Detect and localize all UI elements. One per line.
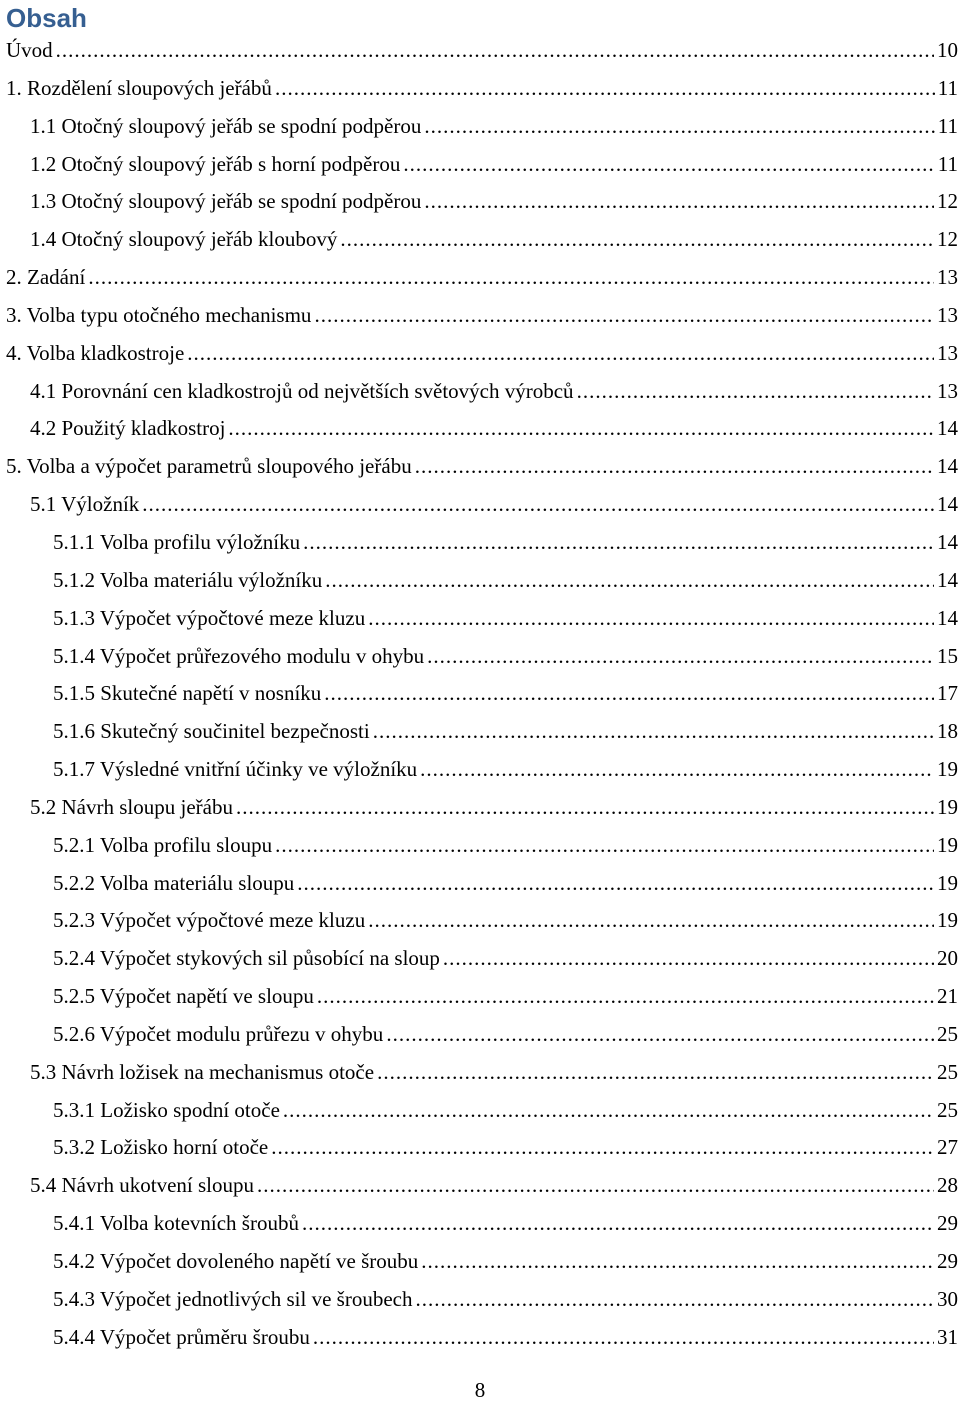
dot-leader <box>403 146 934 184</box>
toc-entry-page: 12 <box>937 189 958 214</box>
toc-entry-page: 13 <box>937 302 958 327</box>
dot-leader <box>142 486 934 524</box>
dot-leader <box>88 259 934 297</box>
toc-entry-page: 20 <box>937 946 958 971</box>
dot-leader <box>421 1243 934 1281</box>
toc-entry-page: 29 <box>937 1211 958 1236</box>
toc-entry[interactable] <box>0 789 960 827</box>
toc-entry[interactable] <box>0 486 960 524</box>
page-number: 8 <box>474 1378 486 1402</box>
dot-leader <box>377 1054 934 1092</box>
toc-entry-page: 29 <box>937 1249 958 1273</box>
toc-entry[interactable] <box>0 562 960 600</box>
toc-entry-page: 28 <box>937 1173 958 1198</box>
toc-entry-page: 11 <box>937 113 958 138</box>
toc-entry-label: 5.2.1 Volba profilu sloupu <box>53 832 273 857</box>
toc-entry-label: 4.1 Porovnání cen kladkostrojů od největších světových výrobců <box>30 378 574 403</box>
page-title: Obsah <box>6 3 87 33</box>
toc-entry[interactable] <box>0 675 960 713</box>
toc-entry[interactable] <box>0 978 960 1016</box>
toc-entry-label: Úvod <box>6 38 53 62</box>
toc-entry-label: 5.1.5 Skutečné napětí v nosníku <box>53 681 322 706</box>
toc-entry[interactable] <box>0 373 960 411</box>
toc-entry[interactable] <box>0 940 960 978</box>
toc-entry-page: 25 <box>937 1021 958 1046</box>
toc-entry[interactable] <box>0 902 960 940</box>
toc-entry-page: 14 <box>937 605 958 630</box>
toc-entry-page: 13 <box>937 340 958 365</box>
dot-leader <box>314 297 934 335</box>
toc-entry-label: 5.2 Návrh sloupu jeřábu <box>30 794 233 819</box>
toc-entry-label: 5.4.4 Výpočet průměru šroubu <box>53 1324 310 1349</box>
toc-entry-page: 25 <box>937 1097 958 1122</box>
toc-entry-page: 25 <box>937 1059 958 1084</box>
dot-leader <box>271 1129 934 1167</box>
toc-entry-page: 11 <box>937 75 958 100</box>
toc-entry-page: 14 <box>937 416 958 441</box>
toc-entry[interactable] <box>0 1205 960 1243</box>
toc-entry-page: 14 <box>937 492 958 517</box>
toc-entry[interactable] <box>0 827 960 865</box>
dot-leader <box>368 600 934 638</box>
toc-entry-page: 19 <box>937 908 958 933</box>
toc-entry[interactable] <box>0 713 960 751</box>
toc-entry-page: 14 <box>937 567 958 592</box>
dot-leader <box>415 448 934 486</box>
toc-entry[interactable] <box>0 751 960 789</box>
toc-entry-page: 13 <box>937 265 958 290</box>
toc-entry[interactable] <box>0 524 960 562</box>
dot-leader <box>257 1167 934 1205</box>
dot-leader <box>313 1319 934 1357</box>
toc-entry[interactable] <box>0 1319 960 1357</box>
toc-entry-label: 1.4 Otočný sloupový jeřáb kloubový <box>30 227 338 252</box>
dot-leader <box>420 751 934 789</box>
dot-leader <box>302 1205 934 1243</box>
dot-leader <box>324 675 934 713</box>
toc-entry-label: 1.3 Otočný sloupový jeřáb se spodní podpěrou <box>30 189 422 214</box>
dot-leader <box>325 562 934 600</box>
dot-leader <box>275 70 935 108</box>
toc-entry-label: 5.3.2 Ložisko horní otoče <box>53 1135 269 1160</box>
toc-entry-page: 11 <box>937 151 958 176</box>
toc-entry[interactable] <box>0 259 960 297</box>
toc-entry-page: 12 <box>937 227 958 252</box>
toc-entry-label: 5.1.3 Výpočet výpočtové meze kluzu <box>53 605 366 630</box>
toc-entry-page: 13 <box>937 378 958 403</box>
toc-entry[interactable] <box>0 638 960 676</box>
toc-entry-label: 5.3 Návrh ložisek na mechanismus otoče <box>30 1059 375 1084</box>
dot-leader <box>303 524 934 562</box>
toc-entry-page: 17 <box>937 681 958 706</box>
toc-entry-page: 31 <box>937 1324 958 1349</box>
toc-entry[interactable] <box>0 865 960 903</box>
toc-entry-label: 5.1.1 Volba profilu výložníku <box>53 529 301 554</box>
toc-entry-label: 2. Zadání <box>6 265 86 290</box>
toc-entry-label: 3. Volba typu otočného mechanismu <box>6 302 312 327</box>
toc-entry-label: 1.2 Otočný sloupový jeřáb s horní podpěrou <box>30 151 401 176</box>
dot-leader <box>236 789 934 827</box>
toc-entry-page: 10 <box>937 38 958 62</box>
toc-entry-label: 5. Volba a výpočet parametrů sloupového jeřábu <box>6 454 412 479</box>
toc-entry[interactable] <box>0 183 960 221</box>
dot-leader <box>56 32 934 70</box>
toc-entry-page: 27 <box>937 1135 958 1160</box>
toc-entry-page: 19 <box>937 832 958 857</box>
toc-entry[interactable] <box>0 221 960 259</box>
toc-entry-label: 5.1.4 Výpočet průřezového modulu v ohybu <box>53 643 425 668</box>
toc-entry[interactable] <box>0 335 960 373</box>
toc-entry-label: 4.2 Použitý kladkostroj <box>30 416 226 441</box>
toc-entry-page: 19 <box>937 794 958 819</box>
toc-entry-page: 15 <box>937 643 958 668</box>
dot-leader <box>386 1016 934 1054</box>
toc-entry[interactable] <box>0 1016 960 1054</box>
toc-entry-label: 5.2.2 Volba materiálu sloupu <box>53 870 295 895</box>
dot-leader <box>283 1092 934 1130</box>
toc-entry-page: 18 <box>937 719 958 744</box>
dot-leader <box>424 108 934 146</box>
toc-entry-label: 1.1 Otočný sloupový jeřáb se spodní podpěrou <box>30 113 422 138</box>
toc-entry[interactable] <box>0 32 960 70</box>
dot-leader <box>368 902 934 940</box>
dot-leader <box>415 1281 934 1319</box>
toc-entry[interactable] <box>0 1281 960 1319</box>
toc-entry-label: 5.4.3 Výpočet jednotlivých sil ve šroubech <box>53 1286 413 1311</box>
toc-entry[interactable] <box>0 297 960 335</box>
toc-entry-label: 5.3.1 Ložisko spodní otoče <box>53 1097 280 1122</box>
toc-entry-page: 19 <box>937 870 958 895</box>
toc-entry-label: 5.1 Výložník <box>30 492 140 517</box>
toc-entry-label: 5.2.6 Výpočet modulu průřezu v ohybu <box>53 1021 384 1046</box>
toc-entry[interactable] <box>0 600 960 638</box>
dot-leader <box>373 713 934 751</box>
dot-leader <box>577 373 934 411</box>
dot-leader <box>275 827 934 865</box>
dot-leader <box>424 183 934 221</box>
dot-leader <box>427 638 934 676</box>
toc-entry-page: 30 <box>937 1286 958 1311</box>
toc-entry[interactable] <box>0 1129 960 1167</box>
toc-entry[interactable] <box>0 1243 960 1281</box>
toc-entry[interactable] <box>0 410 960 448</box>
toc-entry-label: 5.4.1 Volba kotevních šroubů <box>53 1211 299 1236</box>
dot-leader <box>317 978 934 1016</box>
toc-entry-label: 5.4 Návrh ukotvení sloupu <box>30 1173 254 1198</box>
toc-entry-page: 14 <box>937 454 958 479</box>
toc-entry-label: 5.1.6 Skutečný součinitel bezpečnosti <box>53 719 370 744</box>
toc-entry[interactable] <box>0 448 960 486</box>
toc-entry[interactable] <box>0 70 960 108</box>
dot-leader <box>297 865 934 903</box>
toc-entry[interactable] <box>0 108 960 146</box>
toc-entry-label: 5.2.3 Výpočet výpočtové meze kluzu <box>53 908 366 933</box>
toc-entry-page: 19 <box>937 757 958 782</box>
toc-entry-label: 1. Rozdělení sloupových jeřábů <box>6 75 272 100</box>
toc-entry-label: 5.2.4 Výpočet stykových sil působící na sloup <box>53 946 440 971</box>
toc-entry-page: 14 <box>937 529 958 554</box>
toc-entry[interactable] <box>0 1167 960 1205</box>
toc-entry[interactable] <box>0 1054 960 1092</box>
toc-entry-label: 5.1.7 Výsledné vnitřní účinky ve výložníku <box>53 757 418 782</box>
dot-leader <box>228 410 934 448</box>
dot-leader <box>187 335 934 373</box>
toc-entry-label: 5.1.2 Volba materiálu výložníku <box>53 567 323 592</box>
table-of-contents <box>0 32 960 1357</box>
toc-entry[interactable] <box>0 146 960 184</box>
dot-leader <box>443 940 934 978</box>
toc-entry-label: 5.2.5 Výpočet napětí ve sloupu <box>53 984 314 1009</box>
toc-entry-label: 5.4.2 Výpočet dovoleného napětí ve šroubu <box>53 1249 419 1273</box>
toc-entry-page: 21 <box>937 984 958 1009</box>
toc-entry-label: 4. Volba kladkostroje <box>6 340 185 365</box>
toc-entry[interactable] <box>0 1092 960 1130</box>
dot-leader <box>340 221 934 259</box>
